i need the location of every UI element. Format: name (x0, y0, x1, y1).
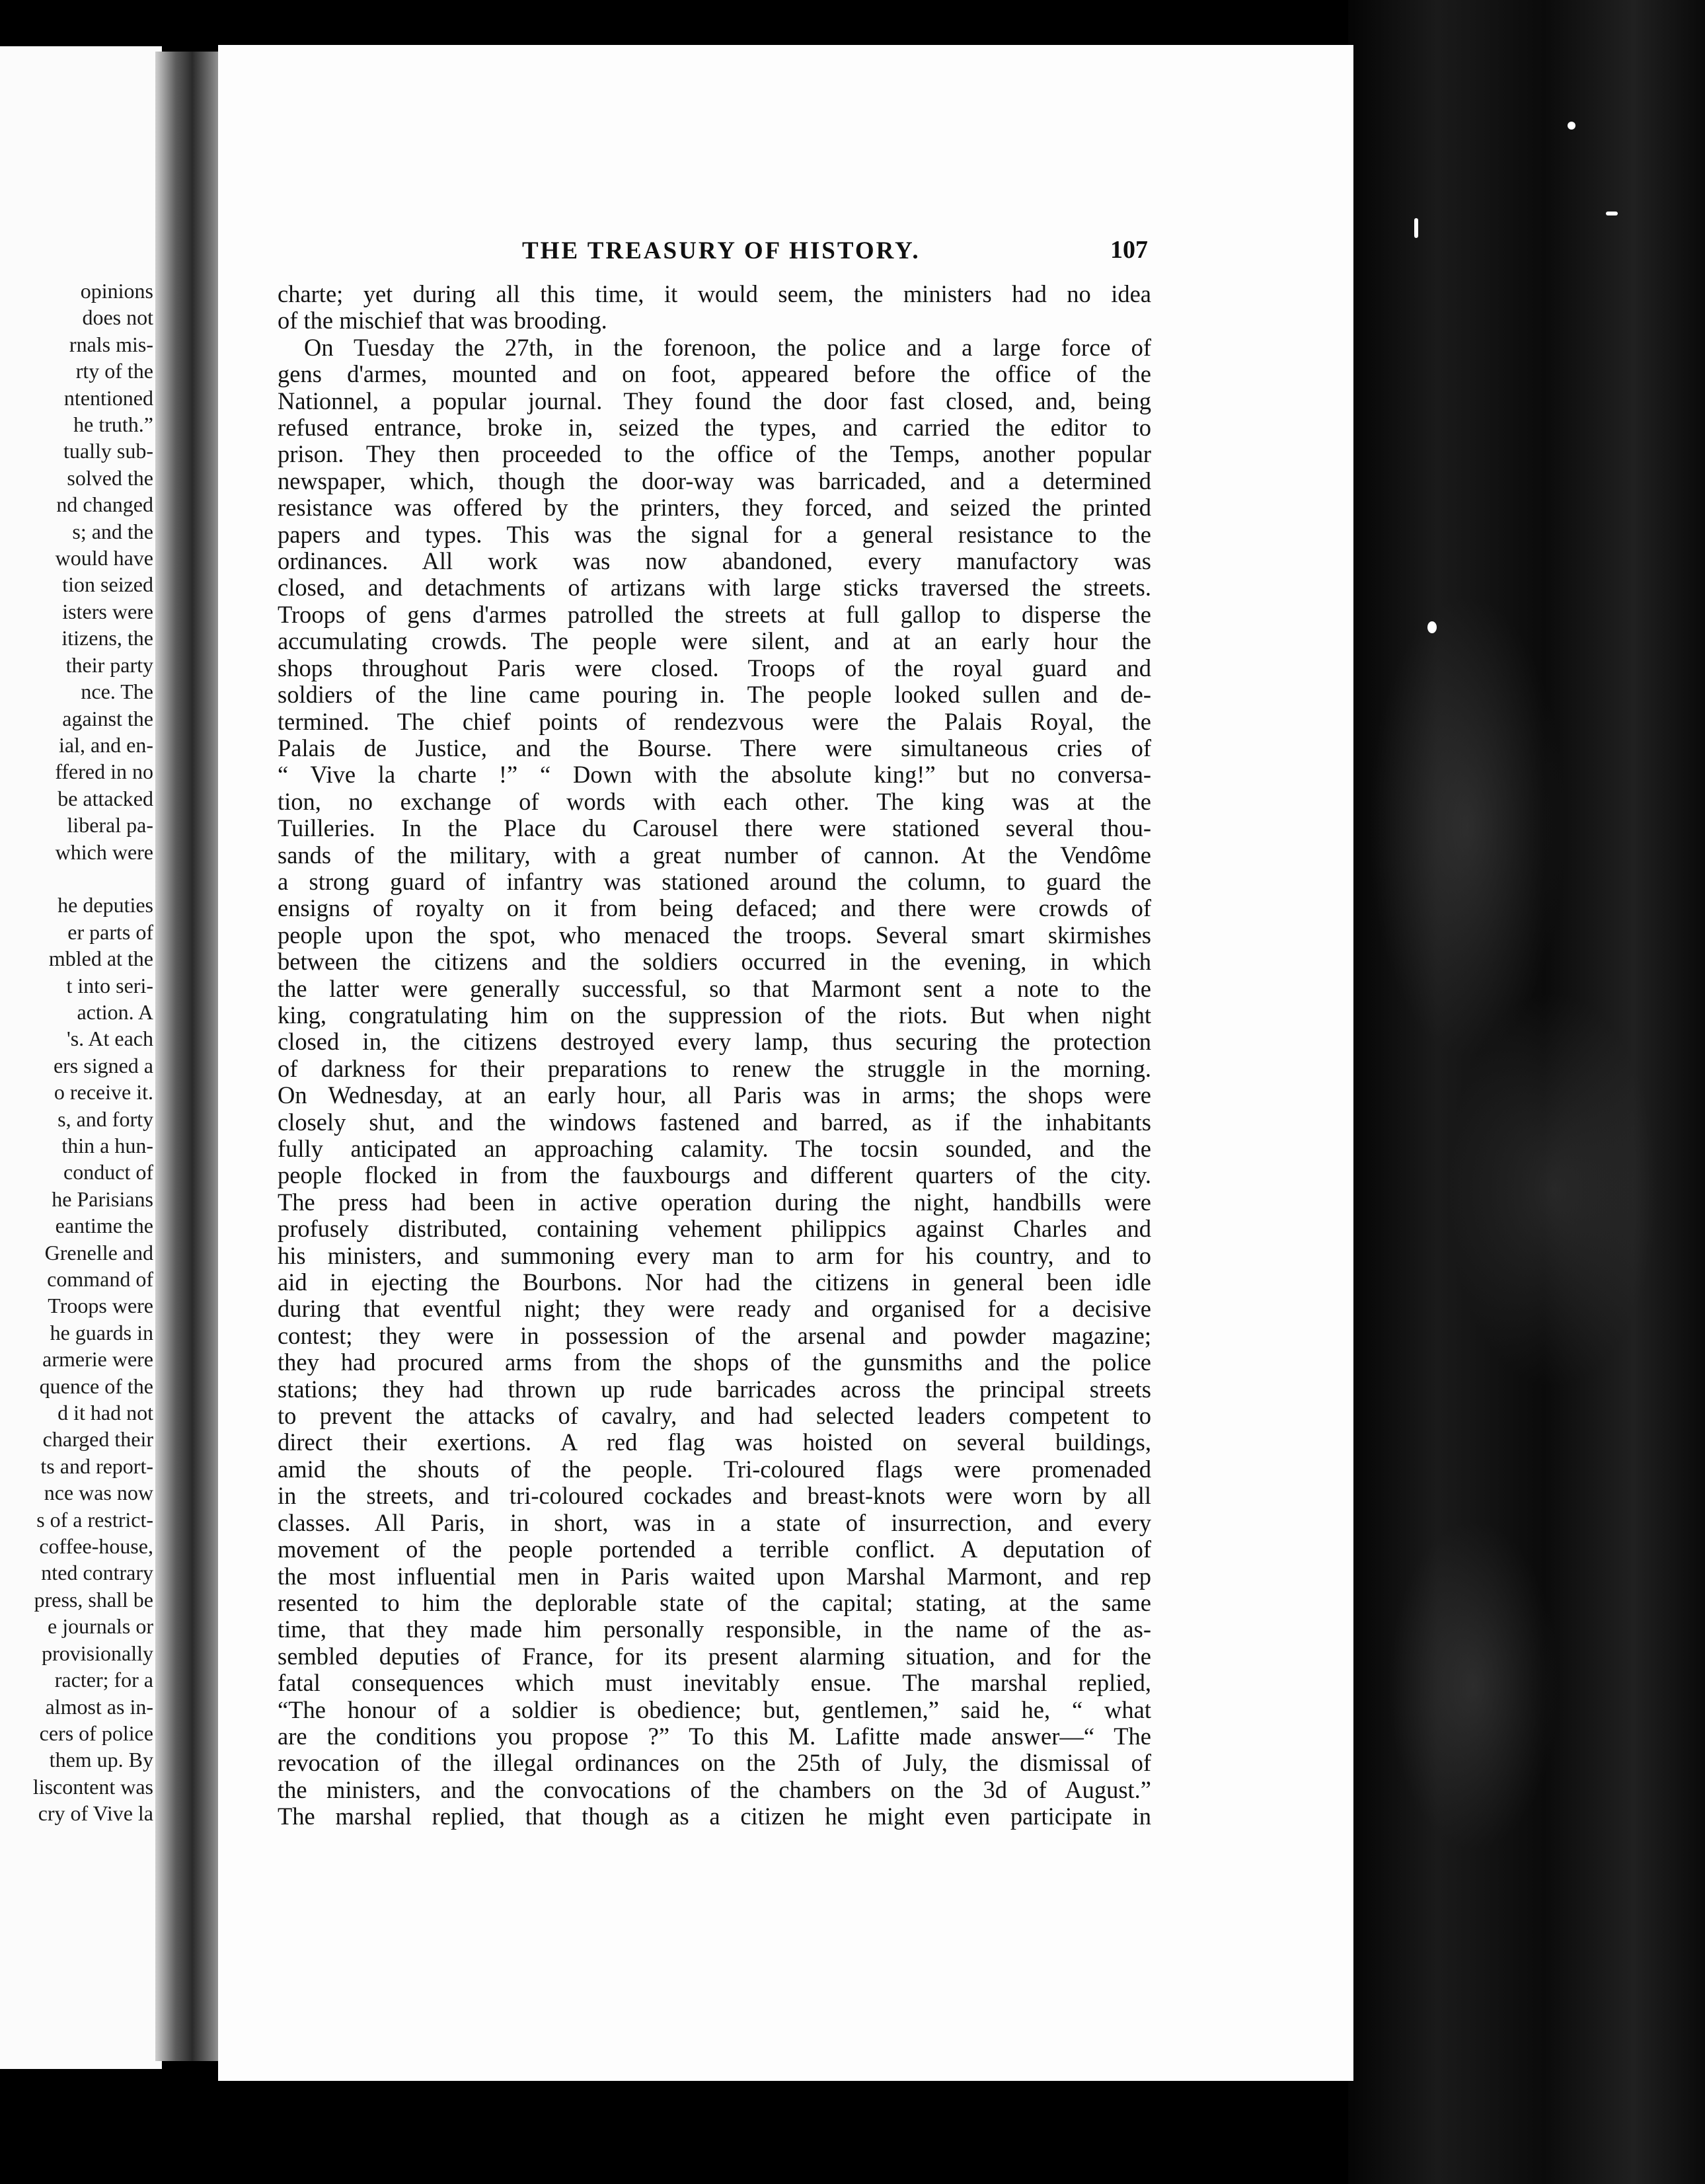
text-line: sembled deputies of France, for its present alarming situation, and for the (278, 1642, 1151, 1670)
text-line: of the mischief that was brooding. (278, 307, 607, 334)
text-line: resented to him the deplorable state of the capital; stating, at the same (278, 1588, 1151, 1616)
left-text-line: o receive it. (54, 1080, 153, 1105)
left-text-line: press, shall be (34, 1587, 153, 1612)
text-line: Troops of gens d'armes patrolled the streets at full gallop to disperse the (278, 600, 1151, 628)
text-line: Palais de Justice, and the Bourse. There were simultaneous cries of (278, 734, 1151, 761)
text-line: to prevent the attacks of cavalry, and had selected leaders competent to (278, 1402, 1151, 1430)
left-text-line: nce. The (81, 680, 153, 704)
text-line: gens d'armes, mounted and on foot, appeared before the office of the (278, 360, 1151, 388)
text-line: resistance was offered by the printers, they forced, and seized the printed (278, 494, 1151, 522)
text-line: closed in, the citizens destroyed every lamp, thus securing the protection (278, 1028, 1151, 1056)
left-text-line: conduct of (63, 1160, 153, 1185)
left-text-line: charged their (42, 1427, 153, 1452)
text-line: On Wednesday, at an early hour, all Paris was in arms; the shops were (278, 1081, 1151, 1109)
text-line: revocation of the illegal ordinances on the 25th of July, the dismissal of (278, 1749, 1151, 1777)
text-line: refused entrance, broke in, seized the types, and carried the editor to (278, 414, 1151, 442)
left-text-line: tion seized (62, 572, 153, 597)
text-line: ordinances. All work was now abandoned, every manufactory was (278, 547, 1151, 575)
left-page-text (0, 278, 153, 1827)
text-line: On Tuesday the 27th, in the forenoon, the police and a large force of (304, 333, 1151, 361)
left-text-line: eantime the (55, 1214, 153, 1238)
text-line: people upon the spot, who menaced the troops. Several smart skirmishes (278, 921, 1151, 949)
text-line: during that eventful night; they were ready and organised for a decisive (278, 1295, 1151, 1323)
left-text-line: their party (65, 652, 153, 677)
left-text-line: racter; for a (54, 1668, 153, 1692)
left-text-line: rty of the (75, 359, 153, 383)
text-line: direct their exertions. A red flag was hoisted on several buildings, (278, 1428, 1151, 1456)
left-text-line: does not (82, 305, 153, 330)
text-line: The marshal replied, that though as a citizen he might even participate in (278, 1803, 1151, 1830)
text-line: the latter were generally successful, so that Marmont sent a note to the (278, 974, 1151, 1002)
text-line: classes. All Paris, in short, was in a state of insurrection, and every (278, 1508, 1151, 1536)
left-text-line: which were (55, 839, 153, 864)
left-text-line: e journals or (48, 1614, 153, 1639)
text-line: prison. They then proceeded to the office of the Temps, another popular (278, 440, 1151, 468)
text-line: time, that they made him personally responsible, in the name of the as- (278, 1616, 1151, 1643)
text-line: aid in ejecting the Bourbons. Nor had the citizens in general been idle (278, 1268, 1151, 1296)
left-text-line: provisionally (42, 1641, 153, 1665)
text-line: The press had been in active operation during the night, handbills were (278, 1188, 1151, 1216)
text-line: fully anticipated an approaching calamity. The tocsin sounded, and the (278, 1135, 1151, 1162)
text-line: charte; yet during all this time, it would seem, the ministers had no idea (278, 280, 1151, 307)
text-line: his ministers, and summoning every man to arm for his country, and to (278, 1241, 1151, 1269)
text-line: termined. The chief points of rendezvous were the Palais Royal, the (278, 707, 1151, 735)
text-line: king, congratulating him on the suppression of the riots. But when night (278, 1001, 1151, 1029)
left-text-line: itizens, the (61, 626, 153, 650)
left-text-line (0, 865, 153, 892)
left-text-line: solved the (67, 465, 153, 490)
left-text-line: armerie were (42, 1347, 153, 1372)
left-text-line: he Parisians (52, 1187, 153, 1211)
left-text-line: coffee-house, (39, 1534, 153, 1559)
text-line: Tuilleries. In the Place du Carousel there were stationed several thou- (278, 814, 1151, 842)
text-line: tion, no exchange of words with each other. The king was at the (278, 787, 1151, 815)
left-text-line: t into seri- (66, 973, 153, 997)
text-line: papers and types. This was the signal for a general resistance to the (278, 520, 1151, 548)
text-line: fatal consequences which must inevitably ensue. The marshal replied, (278, 1669, 1151, 1697)
text-line: closely shut, and the windows fastened and barred, as if the inhabitants (278, 1108, 1151, 1136)
text-line: soldiers of the line came pouring in. The people looked sullen and de- (278, 681, 1151, 709)
left-text-line: d it had not (57, 1401, 153, 1425)
left-text-line: ffered in no (55, 760, 153, 784)
dust-speck (1606, 212, 1618, 215)
left-text-line: ts and report- (40, 1454, 153, 1478)
left-text-line: he deputies (57, 893, 153, 917)
left-text-line: ntentioned (63, 385, 153, 410)
left-text-line: ers signed a (53, 1053, 153, 1077)
left-text-line: mbled at the (48, 947, 153, 971)
left-text-line: s, and forty (57, 1107, 153, 1131)
left-text-line: cry of Vive la (38, 1801, 153, 1826)
text-line: accumulating crowds. The people were silent, and at an early hour the (278, 627, 1151, 655)
text-line: a strong guard of infantry was stationed around the column, to guard the (278, 867, 1151, 895)
text-line: in the streets, and tri-coloured cockades and breast-knots were worn by all (278, 1482, 1151, 1510)
text-line: closed, and detachments of artizans with large sticks traversed the streets. (278, 574, 1151, 602)
left-text-line: liberal pa- (67, 813, 153, 838)
dust-speck (1568, 122, 1575, 130)
left-text-line: thin a hun- (61, 1133, 153, 1157)
text-line: shops throughout Paris were closed. Troops of the royal guard and (278, 654, 1151, 682)
text-line: stations; they had thrown up rude barricades across the principal streets (278, 1375, 1151, 1403)
dust-speck (1427, 621, 1437, 633)
dust-speck (1414, 218, 1418, 238)
text-line: the most influential men in Paris waited upon Marshal Marmont, and rep (278, 1562, 1151, 1590)
text-line: of darkness for their preparations to renew the struggle in the morning. (278, 1054, 1151, 1082)
text-line: sands of the military, with a great number of cannon. At the Vendôme (278, 841, 1151, 869)
text-line: ensigns of royalty on it from being defaced; and there were crowds of (278, 894, 1151, 922)
text-line: between the citizens and the soldiers occurred in the evening, in which (278, 948, 1151, 976)
left-text-line: be attacked (57, 786, 153, 810)
left-text-line: rnals mis- (69, 332, 153, 356)
left-text-line: tually sub- (63, 439, 153, 463)
running-head: THE TREASURY OF HISTORY. (522, 237, 921, 264)
left-text-line: nce was now (44, 1481, 153, 1505)
text-line: newspaper, which, though the door-way was barricaded, and a determined (278, 467, 1151, 494)
text-line: people flocked in from the fauxbourgs and different quarters of the city. (278, 1161, 1151, 1189)
left-text-line: Grenelle and (44, 1240, 153, 1265)
left-text-line: opinions (80, 279, 153, 303)
text-line: contest; they were in possession of the arsenal and powder magazine; (278, 1321, 1151, 1349)
left-text-line: s; and the (72, 519, 153, 543)
text-line: profusely distributed, containing vehement philippics against Charles and (278, 1215, 1151, 1243)
left-text-line: 's. At each (66, 1027, 153, 1051)
left-text-line: cers of police (39, 1721, 153, 1745)
page-number: 107 (1110, 236, 1148, 264)
left-text-line: action. A (77, 999, 153, 1024)
left-text-line: quence of the (39, 1374, 153, 1398)
text-line: amid the shouts of the people. Tri-coloured flags were promenaded (278, 1455, 1151, 1483)
left-text-line: nd changed (56, 492, 153, 517)
left-text-line: er parts of (67, 919, 153, 944)
left-text-line: Troops were (48, 1294, 153, 1318)
left-text-line: against the (62, 706, 153, 730)
text-line: the ministers, and the convocations of the chambers on the 3d of August.” (278, 1775, 1151, 1803)
left-text-line: he guards in (50, 1320, 153, 1345)
left-text-line: command of (47, 1267, 153, 1292)
left-text-line: s of a restrict- (36, 1507, 153, 1532)
left-text-line: almost as in- (45, 1694, 153, 1719)
text-line: “The honour of a soldier is obedience; but, gentlemen,” said he, “ what (278, 1696, 1151, 1723)
left-text-line: would have (55, 546, 153, 570)
text-line: “ Vive la charte !” “ Down with the absolute king!” but no conversa- (278, 761, 1151, 789)
left-text-line: ial, and en- (58, 732, 153, 757)
left-text-line: isters were (62, 599, 153, 623)
text-line: are the conditions you propose ?” To this M. Lafitte made answer—“ The (278, 1722, 1151, 1750)
left-text-line: he truth.” (73, 412, 153, 437)
text-line: they had procured arms from the shops of the gunsmiths and the police (278, 1348, 1151, 1376)
text-line: movement of the people portended a terrible conflict. A deputation of (278, 1536, 1151, 1563)
text-line: Nationnel, a popular journal. They found the door fast closed, and, being (278, 387, 1151, 414)
main-body-text (278, 281, 1151, 1830)
left-text-line: liscontent was (32, 1774, 153, 1799)
dark-background (1348, 0, 1705, 2184)
left-text-line: nted contrary (41, 1561, 153, 1585)
left-text-line: them up. By (49, 1748, 153, 1772)
